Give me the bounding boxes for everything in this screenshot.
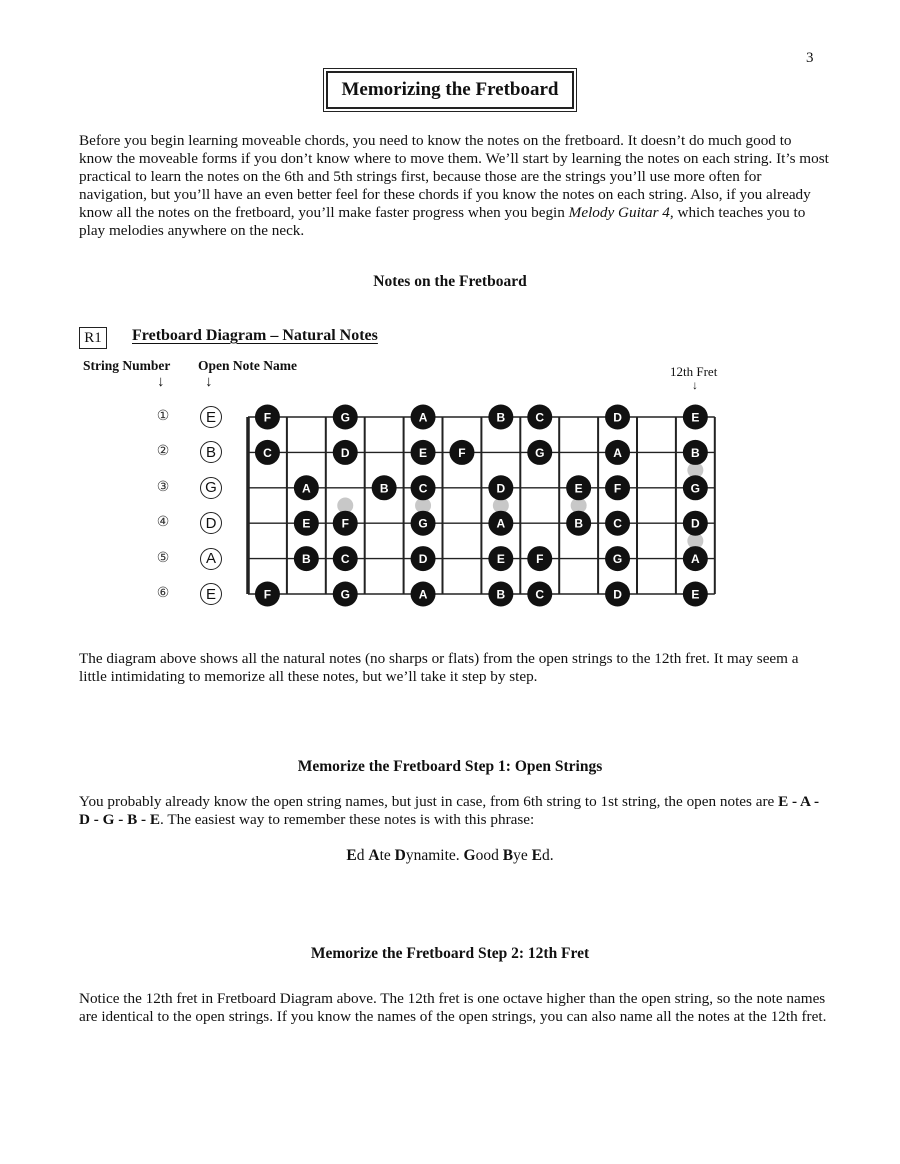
- note-dot-label: F: [613, 481, 622, 496]
- note-dot-label: F: [458, 445, 466, 460]
- note-dot-label: B: [691, 445, 700, 460]
- note-dot-label: E: [302, 516, 311, 531]
- string-number: ④: [156, 515, 170, 531]
- note-dot-label: F: [341, 516, 349, 531]
- book-title: Melody Guitar 4: [568, 204, 670, 221]
- note-dot-label: C: [263, 445, 272, 460]
- fret12-arrow: ↓: [692, 378, 698, 392]
- note-dot-label: A: [302, 481, 311, 496]
- phrase-initial: A: [368, 847, 380, 864]
- note-dot-label: G: [612, 552, 623, 567]
- phrase-rest: d: [356, 847, 369, 864]
- note-dot-label: A: [418, 587, 428, 602]
- note-dot-label: D: [613, 410, 622, 425]
- note-dot-label: F: [263, 410, 272, 425]
- note-dot-label: G: [340, 410, 350, 425]
- string-number: ③: [156, 479, 170, 495]
- open-note-circle: E: [200, 583, 222, 605]
- note-dot-label: C: [535, 587, 545, 602]
- note-dot-label: D: [496, 481, 506, 496]
- note-dot-label: B: [302, 552, 311, 567]
- diagram-tag: R1: [79, 327, 107, 349]
- phrase-initial: D: [394, 847, 406, 864]
- step1-text-2: . The easiest way to remember these notes is with this phrase:: [160, 811, 535, 828]
- note-dot-label: D: [340, 445, 350, 460]
- phrase-initial: E: [346, 847, 357, 864]
- note-dot-label: B: [496, 410, 506, 425]
- string-number: ②: [156, 444, 170, 460]
- string-number: ①: [156, 409, 170, 424]
- open-note-circle: B: [200, 441, 222, 463]
- note-dot-label: A: [613, 445, 622, 460]
- note-dot-label: E: [574, 481, 583, 496]
- after-diagram-paragraph: The diagram above shows all the natural notes (no sharps or flats) from the open strings to the 12th fret. It may seem a little intimidating to memorize all these notes, but we’ll take it step by step.: [79, 650, 799, 685]
- string-number: ⑤: [156, 550, 170, 566]
- note-dot-label: C: [613, 516, 622, 531]
- note-dot-label: F: [536, 552, 544, 567]
- step1-heading: Memorize the Fretboard Step 1: Open Strings: [297, 758, 603, 775]
- step2-heading: Memorize the Fretboard Step 2: 12th Fret: [310, 945, 590, 962]
- phrase-initial: E: [531, 847, 542, 864]
- step1-text-1: You probably already know the open string names, but just in case, from 6th string to 1st string, the open notes are: [79, 793, 779, 810]
- note-dot-label: E: [496, 552, 505, 567]
- open-note-arrow: ↓: [205, 374, 213, 390]
- string-number: ⑥: [156, 586, 170, 601]
- note-dot-label: D: [691, 516, 700, 531]
- note-dot-label: D: [418, 552, 428, 567]
- intro-text-2: , which teaches you to play melodies anywhere on the neck.: [79, 204, 806, 239]
- open-note-circle: D: [200, 512, 222, 534]
- mnemonic-phrase: [0, 847, 900, 865]
- note-dot-label: C: [535, 410, 545, 425]
- note-dot-label: D: [613, 587, 622, 602]
- page-title: Memorizing the Fretboard: [326, 71, 574, 109]
- fret12-label: 12th Fret: [670, 364, 718, 379]
- phrase-rest: ynamite.: [405, 847, 464, 864]
- note-dot-label: G: [535, 445, 545, 460]
- string-number-label: String Number: [83, 358, 171, 373]
- open-note-circle: G: [200, 477, 222, 499]
- open-note-circle: A: [200, 548, 222, 570]
- step2-paragraph: Notice the 12th fret in Fretboard Diagram above. The 12th fret is one octave higher than the open string, so the note names are identical to the open strings. If you know the names of the open strings, you can also name all the notes at the 12th fret.: [79, 990, 827, 1025]
- note-dot-label: G: [418, 516, 428, 531]
- note-dot-label: A: [496, 516, 506, 531]
- note-dot-label: B: [379, 481, 389, 496]
- note-dot-label: A: [691, 552, 700, 567]
- note-dot-label: F: [263, 587, 272, 602]
- page-number: 3: [806, 50, 814, 66]
- phrase-initial: B: [502, 847, 514, 864]
- intro-text-1: Before you begin learning moveable chords, you need to know the notes on the fretboard. It doesn’t do much good to know the moveable forms if you don’t know where to move them. We’ll start by learning the notes on each string. It’s most practical to learn the notes on the 6th and 5th strings first, because those are the strings you’ll use more often for navigation, but you’ll have an even better feel for these chords if you know the notes on each string. Also, if you already know all the notes on the fretboard, you’ll make faster progress when you begin: [79, 132, 829, 221]
- string-number-arrow: ↓: [157, 374, 165, 390]
- open-note-circle: E: [200, 406, 222, 428]
- note-dot-label: G: [340, 587, 350, 602]
- note-dot-label: A: [418, 410, 428, 425]
- phrase-rest: ye: [513, 847, 532, 864]
- note-dot-label: B: [496, 587, 506, 602]
- note-dot-label: E: [419, 445, 428, 460]
- step1-paragraph: [79, 793, 829, 829]
- diagram-title: Fretboard Diagram – Natural Notes: [132, 327, 378, 344]
- note-dot-label: C: [340, 552, 350, 567]
- phrase-initial: G: [463, 847, 476, 864]
- note-dot-label: E: [691, 587, 700, 602]
- phrase-rest: te: [379, 847, 395, 864]
- phrase-rest: ood: [475, 847, 503, 864]
- note-dot-label: C: [418, 481, 428, 496]
- note-dot-label: B: [574, 516, 583, 531]
- open-note-label: Open Note Name: [198, 358, 297, 373]
- step1-open-notes: E - A - D - G - B - E: [79, 793, 820, 828]
- note-dot-label: G: [690, 481, 701, 496]
- phrase-rest: d.: [541, 847, 554, 864]
- note-dot-label: E: [691, 410, 700, 425]
- section-heading: Notes on the Fretboard: [373, 273, 527, 290]
